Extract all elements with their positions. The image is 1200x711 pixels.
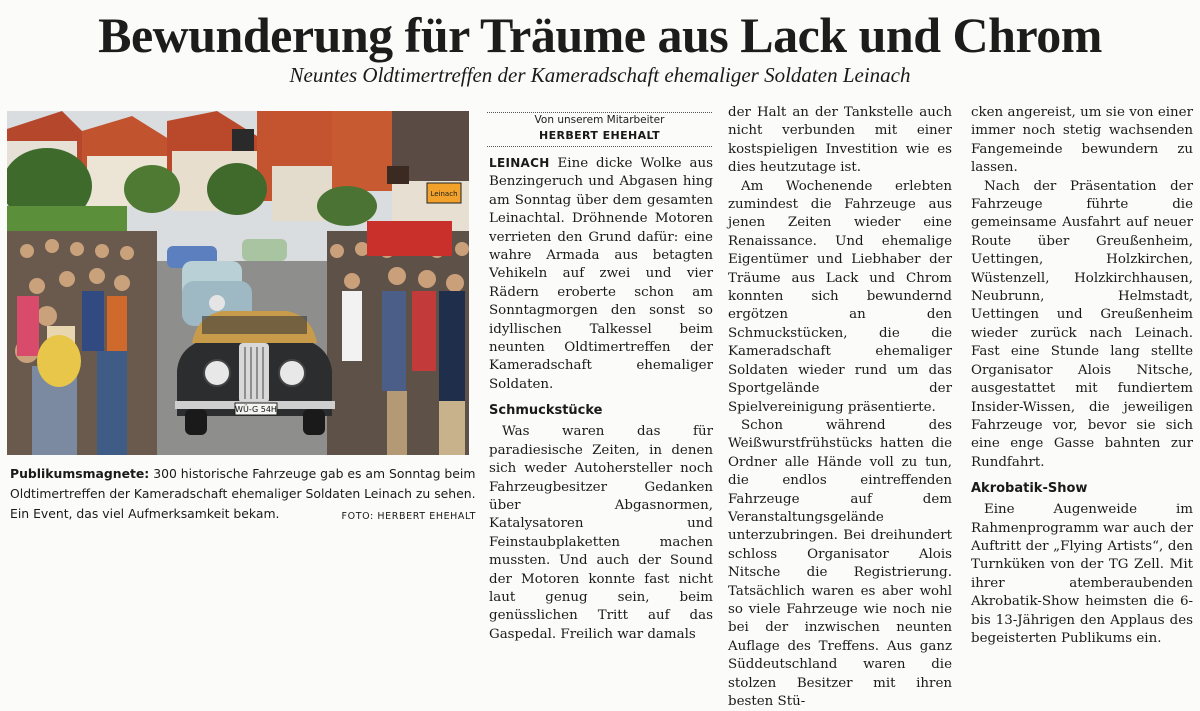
article-column-2 bbox=[728, 104, 952, 711]
photo-credit: FOTO: HERBERT EHEHALT bbox=[341, 511, 476, 522]
town-sign-text: Leinach bbox=[430, 190, 458, 198]
article-column-1 bbox=[489, 154, 713, 644]
article-photo bbox=[7, 111, 469, 455]
paragraph: cken angereist, um sie von einer immer noch stetig wachsenden Fangemeinde bewundern zu lassen. bbox=[971, 105, 1193, 176]
subheading-akrobatik-show: Akrobatik-Show bbox=[971, 481, 1088, 497]
paragraph: Nach der Präsentation der Fahrzeuge führte die gemeinsame Ausfahrt auf neuer Route über Greußenheim, Uettingen, Holzkirchen, Wüstenzell, Holzkirchhausen, Neubrunn, Helmstadt, Uettingen und Greußenheim wieder zurück nach Leinach. Fast eine Stunde lang stellte Organisator Alois Nitsche, ausgestattet mit fundiertem Insider-Wissen, die jeweiligen Fahrzeuge vor, bevor sie sich eine enge Gasse bahnten zur Rundfahrt. bbox=[971, 178, 1193, 470]
subheading-schmuckstuecke: Schmuckstücke bbox=[489, 403, 603, 419]
lead-paragraph bbox=[489, 154, 713, 394]
paragraph: Was waren das für paradiesische Zeiten, in denen sich weder Autohersteller noch Fahrzeugbesitzer Gedanken über Abgasnormen, Katalysatoren und Feinstaubplaketten machen mussten. Und auch der Sound der Motoren konnte fast nicht laut genug sein, beim genüsslichen Tritt auf das Gaspedal. Freilich war damals bbox=[489, 424, 713, 642]
paragraph: Schon während des Weißwurstfrühstücks hatten die Ordner alle Hände voll zu tun, die endlos eintreffenden Fahrzeuge auf dem Veranstaltungsgelände unterzubringen. Bei dreihundert schloss Organisator Alois Nitsche die Registrierung. Tatsächlich waren es aber wohl so viele Fahrzeuge wie noch nie bei der inzwischen neunten Auflage des Treffens. Aus ganz Süddeutschland waren die stolzen Besitzer mit ihren besten Stü- bbox=[728, 417, 952, 709]
subheadline: Neuntes Oldtimertreffen der Kameradschaft ehemaliger Soldaten Leinach bbox=[289, 63, 911, 87]
paragraph: Am Wochenende erlebten zumindest die Fahrzeuge aus jenen Zeiten wieder eine Renaissance. Und ehemalige Eigentümer und Liebhaber der Träume aus Lack und Chrom konnten sich bewundernd ergötzen an den Schmuckstücken, die die Kameradschaft ehemaliger Soldaten wieder rund um das Sportgelände der Spielvereinigung präsentierte. bbox=[728, 178, 952, 415]
dateline: LEINACH bbox=[489, 156, 550, 170]
paragraph: der Halt an der Tankstelle auch nicht verbunden mit einer kostspieligen Investition wie es dies heutzutage ist. bbox=[728, 105, 952, 176]
article-column-3 bbox=[971, 104, 1193, 648]
photo-caption bbox=[10, 464, 476, 527]
paragraph: Eine Augenweide im Rahmenprogramm war auch der Auftritt der „Flying Artists“, den Turnküken von der TG Zell. Mit ihrer atemberaubenden Akrobatik-Show heimsten die 6- bis 13-Jährigen den Applaus des begeisterten Publikums ein. bbox=[971, 502, 1193, 646]
byline-label: Von unserem Mitarbeiter bbox=[534, 114, 665, 126]
oldtimer-photo bbox=[7, 111, 469, 455]
lead-paragraph-text: Eine dicke Wolke aus Benzingeruch und Abgasen hing am Sonntag über dem gesamten Leinachtal. Dröhnende Motoren verrieten den Grund dafür: eine wahre Armada aus betagten Vehikeln auf zwei und vier Rädern eroberte schon am Sonntagmorgen den sonst so idyllischen Talkessel beim neunten Oldtimertreffen der Kameradschaft ehemaliger Soldaten. bbox=[489, 156, 713, 392]
caption-lead: Publikumsmagnete: bbox=[10, 466, 150, 481]
byline-rule-bottom bbox=[487, 146, 712, 147]
byline-author: HERBERT EHEHALT bbox=[538, 129, 661, 142]
license-plate-text: WÜ-G 54H bbox=[235, 405, 277, 414]
caption-text: 300 historische Fahrzeuge gab es am Sonntag beim Oldtimertreffen der Kameradschaft ehemaliger Soldaten Leinach zu sehen. Ein Event, das viel Aufmerksamkeit bekam. bbox=[10, 466, 476, 521]
byline bbox=[487, 112, 712, 147]
headline: Bewunderung für Träume aus Lack und Chrom bbox=[98, 7, 1102, 63]
